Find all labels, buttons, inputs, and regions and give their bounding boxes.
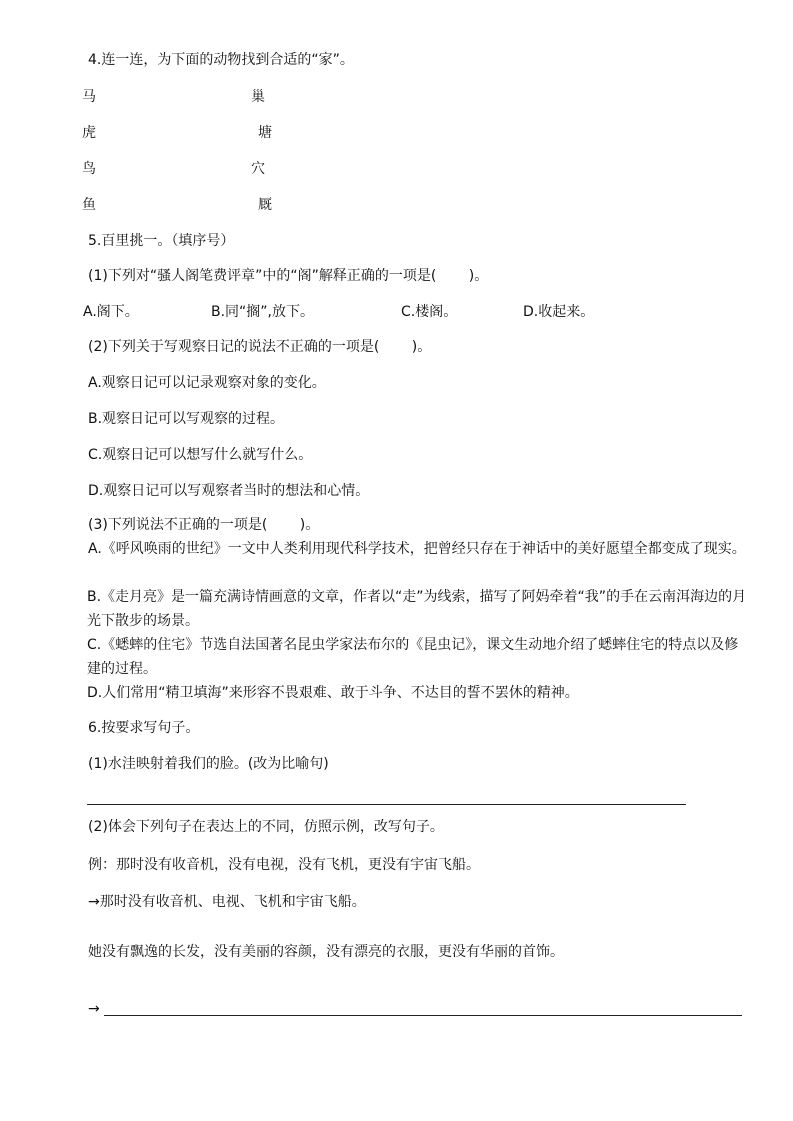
q4-home-stable: 厩	[258, 197, 272, 213]
q4-animal-horse: 马	[82, 89, 96, 105]
q6-title: 6.按要求写句子。	[88, 720, 200, 736]
q5-sub3-option-d: D.人们常用“精卫填海”来形容不畏艰难、敢于斗争、不达目的誓不罢休的精神。	[87, 685, 579, 701]
q4-home-pond: 塘	[258, 125, 272, 141]
q5-sub2-option-d: D.观察日记可以写观察者当时的想法和心情。	[88, 483, 370, 499]
q4-title: 4.连一连，为下面的动物找到合适的“家”。	[88, 52, 354, 68]
q4-home-cave: 穴	[251, 161, 265, 177]
q5-sub1-option-b: B.同“搁”,放下。	[211, 304, 315, 320]
q6-task-answer-line[interactable]	[104, 1015, 742, 1016]
q5-title: 5.百里挑一。（填序号）	[88, 233, 235, 249]
q5-sub1-stem: (1)下列对“骚人阁笔费评章”中的“阁”解释正确的一项是( )。	[88, 268, 489, 284]
q5-sub3-option-b: B.《走月亮》是一篇充满诗情画意的文章，作者以“走”为线索，描写了阿妈牵着“我”的手在云南洱海边的月光下散步的场景。	[87, 589, 747, 629]
q6-task: 她没有飘逸的长发，没有美丽的容颜，没有漂亮的衣服，更没有华丽的首饰。	[88, 944, 564, 960]
q6-example-answer: →那时没有收音机、电视、飞机和宇宙飞船。	[88, 894, 366, 910]
q6-sub1-answer-line[interactable]	[87, 804, 686, 805]
q5-sub3-stem: (3)下列说法不正确的一项是( )。	[88, 517, 320, 533]
q4-animal-tiger: 虎	[82, 125, 96, 141]
q5-sub3-option-a: A.《呼风唤雨的世纪》一文中人类利用现代科学技术，把曾经只存在于神话中的美好愿望全都变成了现实。	[88, 541, 746, 557]
q5-sub2-option-c: C.观察日记可以想写什么就写什么。	[88, 447, 313, 463]
arrow-icon: →	[88, 1001, 100, 1017]
q6-sub2: (2)体会下列句子在表达上的不同，仿照示例，改写句子。	[88, 819, 444, 835]
q5-sub1-option-a: A.阁下。	[83, 304, 139, 320]
q5-sub3-option-c: C.《蟋蟀的住宅》节选自法国著名昆虫学家法布尔的《昆虫记》，课文生动地介绍了蟋蟀住宅的特点以及修建的过程。	[87, 637, 739, 677]
q4-animal-bird: 鸟	[82, 161, 96, 177]
q5-sub2-stem: (2)下列关于写观察日记的说法不正确的一项是( )。	[88, 339, 432, 355]
q5-sub1-option-d: D.收起来。	[523, 304, 595, 320]
q4-home-nest: 巢	[251, 89, 265, 105]
q5-sub1-option-c: C.楼阁。	[401, 304, 458, 320]
q5-sub2-option-b: B.观察日记可以写观察的过程。	[88, 411, 285, 427]
q5-sub2-option-a: A.观察日记可以记录观察对象的变化。	[88, 375, 326, 391]
q6-sub1: (1)水洼映射着我们的脸。(改为比喻句)	[88, 756, 329, 772]
q6-example: 例：那时没有收音机，没有电视，没有飞机，更没有宇宙飞船。	[88, 857, 480, 873]
q4-animal-fish: 鱼	[82, 197, 96, 213]
